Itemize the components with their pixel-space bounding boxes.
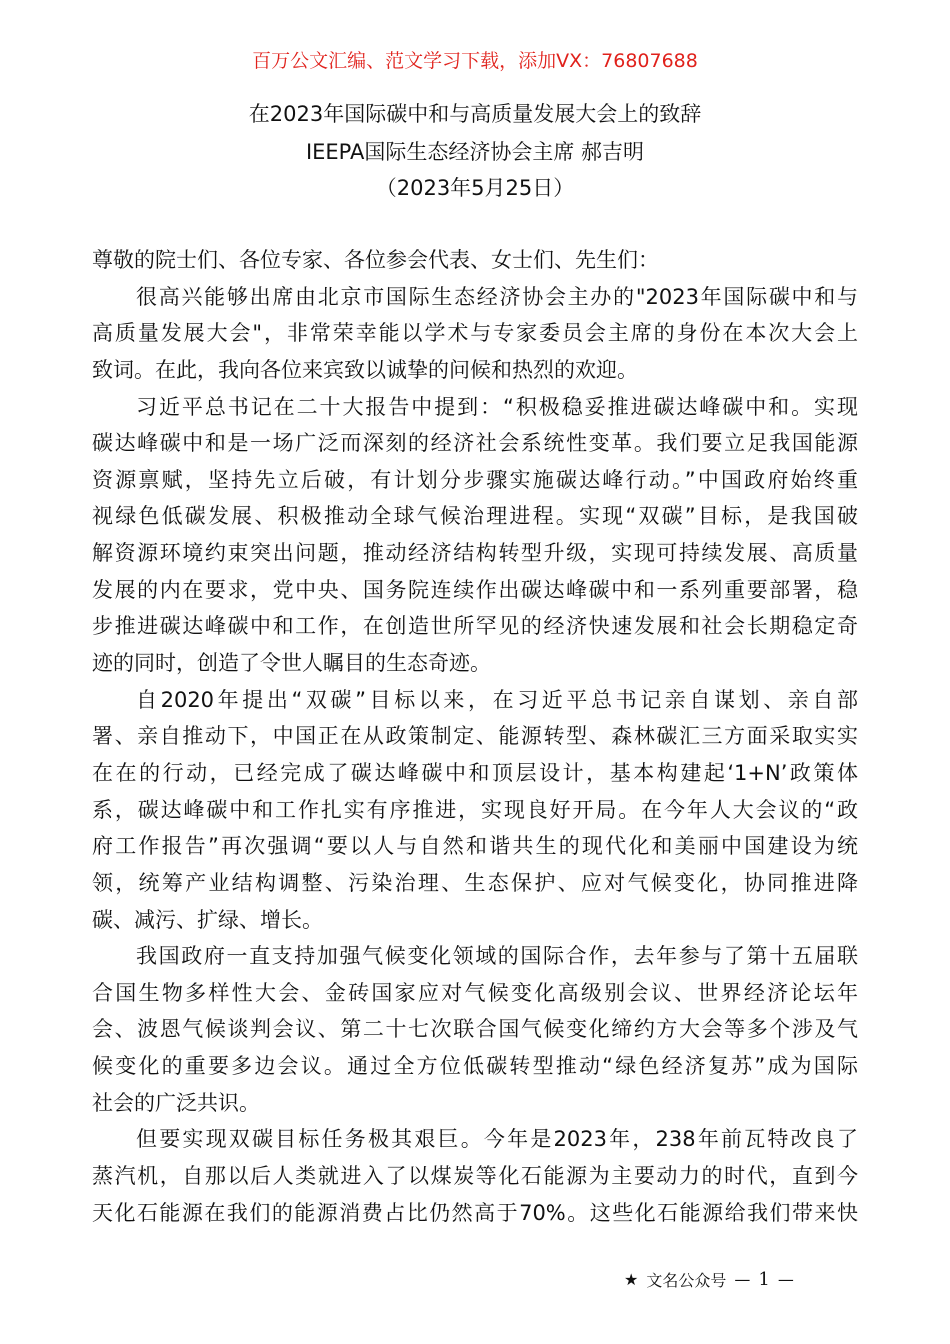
text-line: 步推进碳达峰碳中和工作，在创造世所罕见的经济快速发展和社会长期稳定奇: [92, 614, 858, 639]
text-line: 很高兴能够出席由北京市国际生态经济协会主办的"2023年国际碳中和与: [136, 284, 858, 309]
text-line: 尊敬的院士们、各位专家、各位参会代表、女士们、先生们：: [92, 248, 659, 272]
footer-label: 文名公众号: [646, 1271, 727, 1290]
text-line: 领，统筹产业结构调整、污染治理、生态保护、应对气候变化，协同推进降: [92, 870, 858, 895]
text-line: 候变化的重要多边会议。通过全方位低碳转型推动“绿色经济复苏”成为国际: [92, 1054, 858, 1079]
text-line: 署、亲自推动下，中国正在从政策制定、能源转型、森林碳汇三方面采取实实: [92, 724, 858, 749]
document-body: [92, 245, 858, 1234]
text-line: 发展的内在要求，党中央、国务院连续作出碳达峰碳中和一系列重要部署，稳: [92, 577, 858, 602]
page-footer: [624, 1268, 794, 1291]
text-line: 自2020年提出“双碳”目标以来，在习近平总书记亲自谋划、亲自部: [136, 687, 858, 712]
page-number: 1: [758, 1269, 770, 1290]
author-line: IEEPA国际生态经济协会主席 郝吉明: [305, 140, 645, 164]
text-line: 解资源环境约束突出问题，推动经济结构转型升级，实现可持续发展、高质量: [92, 541, 858, 566]
text-line: 会、波恩气候谈判会议、第二十七次联合国气候变化缔约方大会等多个涉及气: [92, 1017, 858, 1042]
star-icon: ★: [624, 1270, 639, 1289]
text-line: 碳、减污、扩绿、增长。: [92, 907, 323, 932]
paragraph: [92, 245, 858, 282]
text-line: 习近平总书记在二十大报告中提到：“积极稳妥推进碳达峰碳中和。实现: [136, 394, 858, 419]
text-line: 在在的行动，已经完成了碳达峰碳中和顶层设计，基本构建起‘1+N’政策体: [92, 760, 858, 785]
text-line: 迹的同时，创造了令世人瞩目的生态奇迹。: [92, 651, 491, 676]
text-line: 我国政府一直支持加强气候变化领域的国际合作，去年参与了第十五届联: [136, 944, 858, 969]
dash-left: —: [734, 1270, 751, 1289]
text-line: 合国生物多样性大会、金砖国家应对气候变化高级别会议、世界经济论坛年: [92, 980, 858, 1005]
document-title: 在2023年国际碳中和与高质量发展大会上的致辞: [248, 102, 702, 126]
text-line: 系，碳达峰碳中和工作扎实有序推进，实现良好开局。在今年人大会议的“政: [92, 797, 858, 822]
text-line: 视绿色低碳发展、积极推动全球气候治理进程。实现“双碳”目标，是我国破: [92, 504, 858, 529]
paragraph: [92, 392, 858, 685]
paragraph: [92, 685, 858, 941]
paragraph: [92, 282, 858, 392]
text-line: 但要实现双碳目标任务极其艰巨。今年是2023年，238年前瓦特改良了: [136, 1127, 858, 1152]
text-line: 蒸汽机，自那以后人类就进入了以煤炭等化石能源为主要动力的时代，直到今: [92, 1164, 858, 1189]
text-line: 天化石能源在我们的能源消费占比仍然高于70%。这些化石能源给我们带来快: [92, 1200, 858, 1225]
watermark-banner: 百万公文汇编、范文学习下载，添加VX：76807688: [252, 50, 698, 72]
text-line: 高质量发展大会"，非常荣幸能以学术与专家委员会主席的身份在本次大会上: [92, 321, 858, 346]
dash-right: —: [777, 1270, 794, 1289]
date-line: （2023年5月25日）: [375, 176, 575, 200]
text-line: 致词。在此，我向各位来宾致以诚挚的问候和热烈的欢迎。: [92, 357, 638, 382]
text-line: 碳达峰碳中和是一场广泛而深刻的经济社会系统性变革。我们要立足我国能源: [92, 431, 858, 456]
paragraph: [92, 941, 858, 1124]
text-line: 资源禀赋，坚持先立后破，有计划分步骤实施碳达峰行动。”中国政府始终重: [92, 467, 858, 492]
text-line: 社会的广泛共识。: [92, 1090, 260, 1115]
paragraph: [92, 1124, 858, 1234]
text-line: 府工作报告”再次强调“要以人与自然和谐共生的现代化和美丽中国建设为统: [92, 834, 858, 859]
